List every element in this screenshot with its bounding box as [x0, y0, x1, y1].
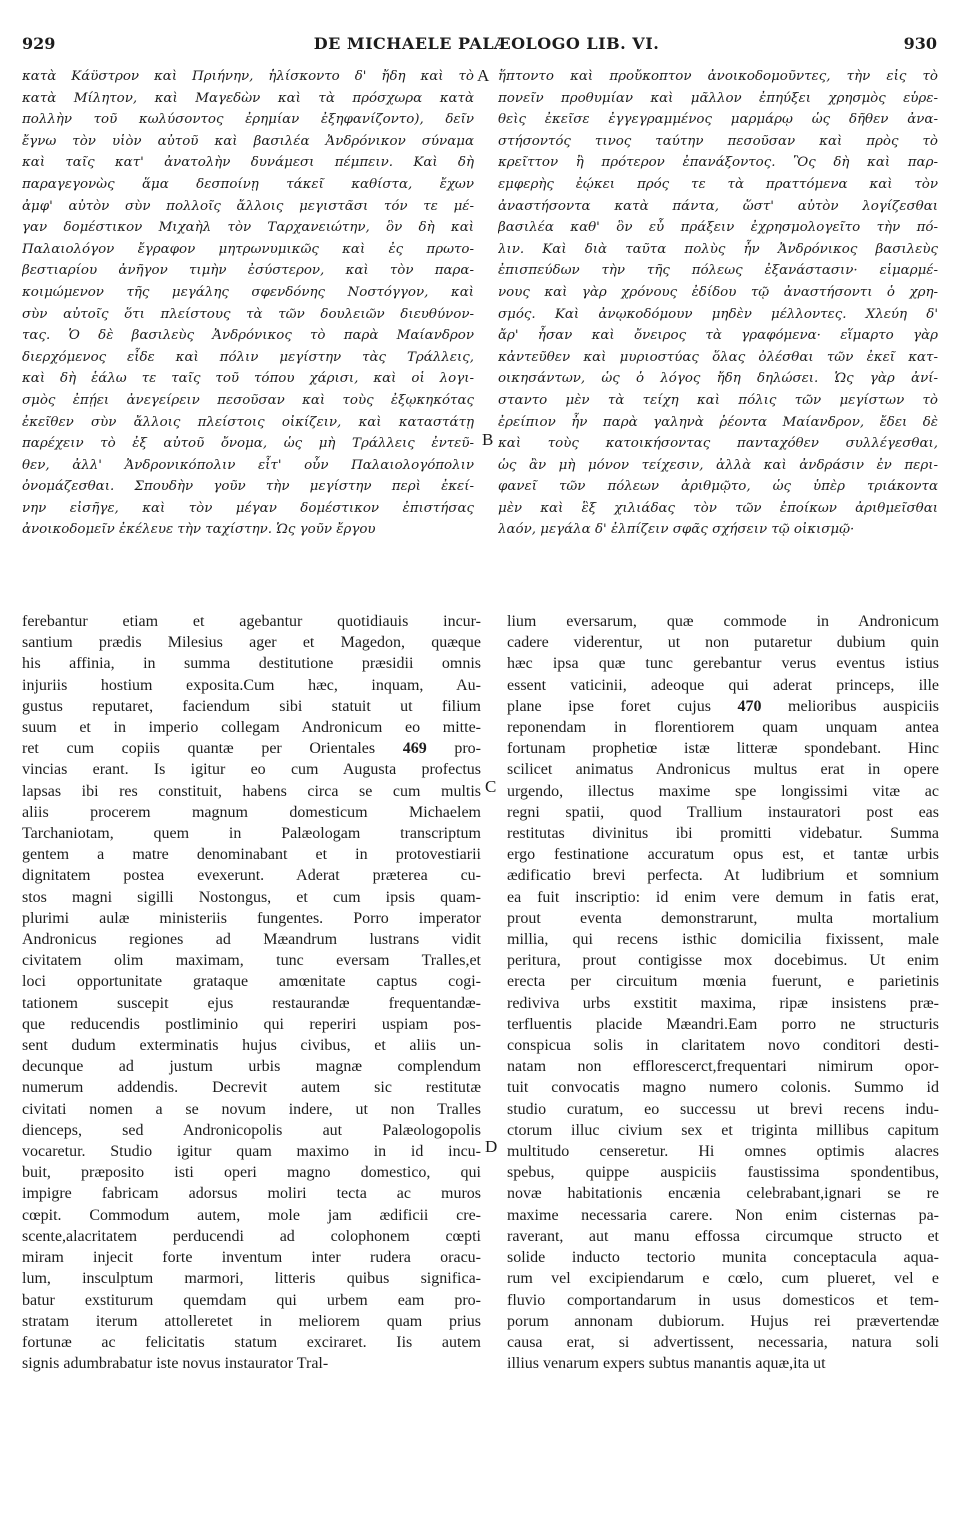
latin-text-line: Tarchaniotam, quem in Palæologam transcriptum — [22, 825, 481, 843]
latin-text-line: fortunam prophetiœ istæ litteræ spondebant. Hinc — [507, 740, 939, 758]
greek-text-line: γαν δομέστικον Μιχαὴλ τὸν Ταρχανειώτην, ὃν δὴ καὶ — [22, 220, 474, 236]
greek-text-line: νους καὶ γὰρ χρόνους ἐδίδου τῷ ἀναστήσοντι ὁ χρη- — [498, 284, 938, 300]
greek-text-line: ὡς ἂν μὴ μόνον τείχεσιν, ἀλλὰ καὶ ἀνδράσιν ἐν περι- — [498, 457, 938, 473]
left-page-number: 929 — [22, 34, 56, 53]
latin-text-line: ædificatio brevi perfecta. At ludibrium et somnium — [507, 867, 939, 885]
greek-text-line: κρεῖττον ἢ πρότερον ἐπανάξοντος. Ὃς δὴ καὶ παρ- — [498, 155, 938, 171]
latin-text-line: illius venarum expers subtus manantis aquæ,ita ut — [507, 1355, 826, 1373]
greek-text-line: λιν. Καὶ διὰ ταῦτα πολὺς ἦν Ἀνδρόνικος βασιλεὺς — [498, 241, 938, 257]
greek-text-line: λαόν, μεγάλα δ' ἐλπίζειν σφᾶς σχήσειν τῷ οἰκισμῷ· — [498, 522, 855, 538]
latin-text-line: solide inducto tectorio munita conceptacula aqua- — [507, 1249, 939, 1267]
margin-marker-a: A — [477, 66, 490, 85]
latin-text-line: regni spatii, quod Trallium instauratori post eas — [507, 803, 939, 821]
latin-text-line: ctorum illuc civium sex et triginta millibus capitum — [507, 1121, 939, 1139]
greek-text-line: ἄρ' ἦσαν καὶ ὄνειρος τὰ γραφόμενα· εἵμαρτο γὰρ — [498, 328, 938, 344]
greek-text-line: σμός. Καὶ ἀνῳκοδόμουν μηδὲν μέλλοντες. Χλεύη δ' — [498, 306, 938, 322]
greek-text-line: πολλὴν τοῦ κωλύσοντος ἐρημίαν ἐξηφανίζοντο), δεῖν — [22, 112, 474, 128]
greek-text-line: σταντο μὲν τὰ τείχη καὶ πόλις τῶν μεγίστων τὸ — [498, 392, 938, 408]
greek-text-line: μὲν καὶ ἓξ χιλιάδας τὸν τῶν ἐποίκων ἀριθμεῖσθαι — [498, 500, 938, 516]
latin-text-line: aliis procerem magnum domesticum Michaelem — [22, 803, 481, 821]
greek-text-line: διερχόμενος εἶδε καὶ πόλιν μεγίστην τὰς Τράλλεις, — [22, 349, 474, 365]
latin-text-line: peritura, prout contigisse mox docebimus. Ut enim — [507, 952, 939, 970]
greek-text-line: θεὶς ἐκεῖσε ἐγγεγραμμένος μαρμάρῳ ὡς δῆθεν ἀνα- — [498, 112, 938, 128]
greek-text-line: κοιμώμενον τῆς μεγάλης σφενδόνης Νοστόγγον, καὶ — [22, 284, 474, 300]
latin-text-line: scilicet animatus Andronicus multus erat in opere — [507, 761, 939, 779]
margin-marker-b: B — [482, 430, 494, 449]
latin-text-line: causa erat, si advertissent, necessaria, natura soli — [507, 1333, 939, 1351]
greek-text-line: ἐρείπιον ἦν παρὰ γαληνὰ ῥέοντα Μαίανδρον, ἔδει δὲ — [498, 414, 938, 430]
latin-text-line: essent vaticinii, adeoque qui aderat princeps, ille — [507, 676, 939, 694]
greek-text-line: ἥπτοντο καὶ προὔκοπτον ἀνοικοδομοῦντες, τὴν εἰς τὸ — [498, 69, 938, 84]
right-page-number: 930 — [903, 34, 937, 53]
margin-marker-d: D — [485, 1137, 498, 1156]
latin-text-line: lapsas ibi res constituit, habens circa se cum multis — [22, 782, 481, 800]
latin-text-line: cœpit. Commodum autem, mole jam ædificii cre- — [22, 1206, 481, 1224]
greek-text-line: ὀνομάζεσθαι. Σπουδὴν γοῦν τὴν μεγίστην περὶ ἐκεί- — [22, 479, 474, 495]
latin-text-line: millia, qui recens isthic domicilia fixissent, male — [507, 931, 939, 949]
latin-text-line: sent dudum exterminatis hujus civibus, et aliis un- — [22, 1037, 481, 1055]
latin-text-line: impigre fabricam adorsus moliri tecta ac muros — [22, 1185, 481, 1203]
latin-text-line: injuriis hostium exposita.Cum hæc, inquam, Au- — [22, 676, 481, 694]
latin-text-line: rum vel excipiendarum e cœlo, cum plueret, vel e — [507, 1270, 939, 1288]
latin-text-line: signis adumbrabatur iste novus instaurator Tral- — [22, 1355, 329, 1373]
latin-text-line: hæc ipsa quæ tunc gerebantur verus eventus istius — [507, 655, 939, 673]
latin-text-line: prout eventa demonstrarunt, multa mortalium — [507, 909, 939, 927]
column-number: 469 — [402, 740, 427, 758]
greek-column-right — [498, 66, 938, 541]
latin-text-line: batur exstiturum quemdam qui urbem eam pro- — [22, 1291, 481, 1309]
latin-text-line: ferebantur etiam et agebantur quotidiauis incur- — [22, 613, 481, 630]
latin-text-line: raverant, aut manu effossa circumque structo et — [507, 1227, 939, 1245]
latin-text-line: lium eversarum, quæ commode in Andronicum — [507, 613, 939, 630]
greek-text-line: στήσοντός τινος ταύτην πεσοῦσαν καὶ πρὸς τὸ — [498, 133, 938, 149]
latin-text-line: buit, præposito isti operi magno domestico, qui — [22, 1164, 481, 1182]
latin-text-line: civitatem olim maximam, tunc eversam Tralles,et — [22, 952, 481, 970]
latin-text-line: spebus, quippe auspiciis faustissima spondentibus, — [507, 1164, 939, 1182]
latin-text-line: decunque ad justum urbis magnæ complendum — [22, 1058, 481, 1076]
latin-text-line: dignitatem postea evexerunt. Aderat præterea cu- — [22, 867, 481, 885]
greek-text-line: κατὰ Μίλητον, καὶ Μαγεδὼν καὶ τὰ πρόσχωρα κατὰ — [22, 90, 474, 106]
greek-text-line: ἀνοικοδομεῖν ἐκέλευε τὴν ταχίστην. Ὡς γοῦν ἔργου — [22, 522, 376, 538]
greek-text-line: καὶ ταῖς κατ' ἀνατολὴν δυνάμεσι πέμπειν. Καὶ δὴ — [22, 155, 474, 171]
latin-text-line: plurimi aulæ ministeriis fungentes. Porro imperator — [22, 909, 481, 927]
latin-text-line: restitutas divinitus ibi promitti videbatur. Summa — [507, 825, 939, 843]
greek-text-line: νην εἰσῆγε, καὶ τὸν μέγαν δομέστικον ἐπιστήσας — [22, 500, 474, 516]
latin-text-line: porum annonam dubiorum. Hujus rei prævertendæ — [507, 1312, 939, 1330]
latin-text-line: lum, insculptum marmori, litteris quibus significa- — [22, 1270, 481, 1288]
latin-text-line: ret cum copiis quantæ per Orientales 469 pro- — [22, 740, 481, 758]
latin-text-line: stos magni sigilli Nostongus, et cum ipsis quam- — [22, 888, 481, 906]
margin-marker-c: C — [485, 777, 497, 796]
latin-text-line: santium prædis Milesius ager et Magedon, quæque — [22, 634, 481, 652]
greek-text-line: ἀναστήσοντα κατὰ πάντα, ὥστ' αὐτὸν λογίζεσθαι — [498, 198, 938, 214]
latin-text-line: terfluentis placide Mæandri.Eam porro ne structuris — [507, 1015, 939, 1033]
running-title: DE MICHAELE PALÆOLOGO LIB. VI. — [313, 34, 660, 53]
latin-text-line: reponendam in florentiorem quam unquam antea — [507, 719, 939, 737]
greek-text-line: φανεῖ τῶν πόλεων ἀριθμῷτο, ὡς ὑπὲρ τριάκοντα — [498, 479, 938, 495]
latin-text-line: suum et in imperio collegam Andronicum eo mitte- — [22, 719, 481, 737]
latin-text-line: tationem suscepit ejus restaurandæ frequentandæ- — [22, 994, 481, 1012]
latin-text-line: urgendo, illectus maxime spe longissimi vitæ ac — [507, 782, 939, 800]
latin-text-line: que reducendis postliminio qui reperiri uspiam pos- — [22, 1015, 481, 1033]
latin-text-line: fluvio comportandarum in usus domesticos et tem- — [507, 1291, 939, 1309]
latin-text-line: ea fuit inscriptio: id enim vere demum in fatis erat, — [507, 888, 939, 906]
latin-text-line: civitati nomen a se novum indere, ut non Tralles — [22, 1100, 481, 1118]
greek-text-line: σὺν αὐτοῖς ὅτι πλείστους τὰ τῶν δουλειῶν διευθύνον- — [22, 306, 474, 322]
greek-text-line: σμὸς ἐπῄει ἀνεγείρειν πεσοῦσαν καὶ τοὺς ἐξῳκηκότας — [22, 392, 474, 408]
greek-text-line: καὶ τοὺς κατοικήσοντας πανταχόθεν συλλέγεσθαι, — [498, 436, 938, 452]
greek-text-line: ἐπισπεύδων τὴν τῆς πόλεως ἐξανάστασιν· εἱμαρμέ- — [498, 263, 938, 279]
latin-text-line: scente,alacritatem perducendi ad colophonem cœpti — [22, 1227, 481, 1245]
latin-text-line: maxime necessaria carere. Non enim cisternas pa- — [507, 1206, 939, 1224]
latin-text-line: dienceps, sed Andronicopolis aut Palæologopolis — [22, 1121, 481, 1139]
greek-text-line: κἀντεῦθεν καὶ μυριοστύας ὅλας ὀλέσθαι τῶν ἐκεῖ κατ- — [498, 349, 938, 365]
greek-text-line: πονεῖν προθυμίαν καὶ μᾶλλον ἐπηύξει χρησμὸς εὑρε- — [498, 90, 938, 106]
greek-text-line: ἔγνω τὸν υἱὸν αὐτοῦ καὶ βασιλέα Ἀνδρόνικον σύναμα — [22, 133, 474, 149]
latin-text-line: novæ habitationis encænia celebrabant,ignari se re — [507, 1185, 939, 1203]
latin-text-line: erecta per circuitum mœnia fuerunt, e parietinis — [507, 973, 939, 991]
latin-text-line: natam non efflorescerct,frequentari nimirum opor- — [507, 1058, 939, 1076]
latin-text-line: his affinia, in summa destitutione præsidii omnis — [22, 655, 481, 673]
greek-text-line: τας. Ὁ δὲ βασιλεὺς Ἀνδρόνικος τὸ παρὰ Μαίανδρον — [22, 328, 474, 344]
greek-text-line: ἐκεῖθεν σὺν ἄλλοις πλείστοις οἰκίζειν, καὶ καταστάτῃ — [22, 414, 474, 430]
latin-text-line: vocaretur. Studio igitur quam maximo in id incu- — [22, 1143, 481, 1161]
latin-text-line: ergo festinatione accuratum opus est, et tantæ urbis — [507, 846, 939, 864]
latin-text-line: studio curatum, eo successu ut brevi recens indu- — [507, 1100, 939, 1118]
column-number: 470 — [737, 697, 762, 715]
greek-text-line: οικησάντων, ὡς ὁ λόγος ἤδη δηλώσει. Ὡς γὰρ ἀνί- — [498, 371, 938, 387]
latin-text-line: gustus reputaret, faciendum sibi statuit ut filium — [22, 697, 481, 715]
latin-text-line: rediviva urbs exstitit maxima, ripæ insistens præ- — [507, 994, 939, 1012]
latin-text-line: plane ipse foret cujus 470 melioribus auspiciis — [507, 697, 939, 715]
latin-text-line: multitudo censeretur. Hi omnes optimis alacres — [507, 1143, 939, 1161]
greek-text-line: κατὰ Κάϋστρον καὶ Πριήνην, ἡλίσκοντο δ' ἤδη καὶ τὸ — [22, 69, 474, 84]
latin-text-line: fortunæ ac felicitatis statum exciraret. Iis autem — [22, 1333, 481, 1351]
greek-text-line: ἀμφ' αὐτὸν σὺν πολλοῖς ἄλλοις μεγιστᾶσι τόν τε μέ- — [22, 198, 474, 214]
latin-text-line: tuit convocatis magno numero colonis. Summo id — [507, 1079, 939, 1097]
greek-text-line: βασιλέα καθ' ὃν εὖ πράξειν ἐχρησμολογεῖτο τὴν πό- — [498, 220, 938, 236]
latin-text-line: cadere viderentur, ut non putaretur dubium quin — [507, 634, 939, 652]
latin-column-left — [22, 611, 481, 1374]
greek-text-line: παρέχειν τὸ ἐξ αὐτοῦ ὄνομα, ὡς μὴ Τράλλεις ἐντεῦ- — [22, 436, 474, 452]
greek-column-left — [22, 66, 474, 541]
latin-text-line: gentem a matre denominabant et in protovestiarii — [22, 846, 481, 864]
greek-text-line: παραγεγονὼς ἅμα δεσποίνῃ τάκεῖ καθίστα, ἔχων — [22, 176, 474, 192]
latin-text-line: conspicua solis in claritatem novo conditori desti- — [507, 1037, 939, 1055]
latin-text-line: stratam iterum attolleretet in meliorem quam prius — [22, 1312, 481, 1330]
latin-text-line: miram injecit forte inventum inter rudera oracu- — [22, 1249, 481, 1267]
greek-text-line: Παλαιολόγον ἔγραφον μητρωνυμικῶς καὶ ἐς πρωτο- — [22, 241, 474, 257]
greek-text-line: βεστιαρίου ἀνῆγον τιμὴν ἐσύστερον, καὶ τὸν παρα- — [22, 263, 474, 279]
latin-text-line: Andronicus regiones ad Mæandrum lustrans vidit — [22, 931, 481, 949]
latin-text-line: numerum addendis. Decrevit autem sic restitutæ — [22, 1079, 481, 1097]
greek-text-line: εμφερὴς ἐῴκει πρός τε τὰ πραττόμενα καὶ τὸν — [498, 176, 938, 192]
latin-text-line: loci opportunitate grataque amœnitate captus cogi- — [22, 973, 481, 991]
greek-text-line: θεν, ἀλλ' Ἀνδρονικόπολιν εἶτ' οὖν Παλαιολογόπολιν — [22, 457, 474, 473]
greek-text-line: καὶ δὴ ἑάλω τε ταῖς τοῦ τόπου χάρισι, καὶ οἱ λογι- — [22, 371, 474, 387]
latin-text-line: vincias erant. Is igitur eo cum Augusta profectus — [22, 761, 481, 779]
latin-column-right — [507, 611, 939, 1374]
